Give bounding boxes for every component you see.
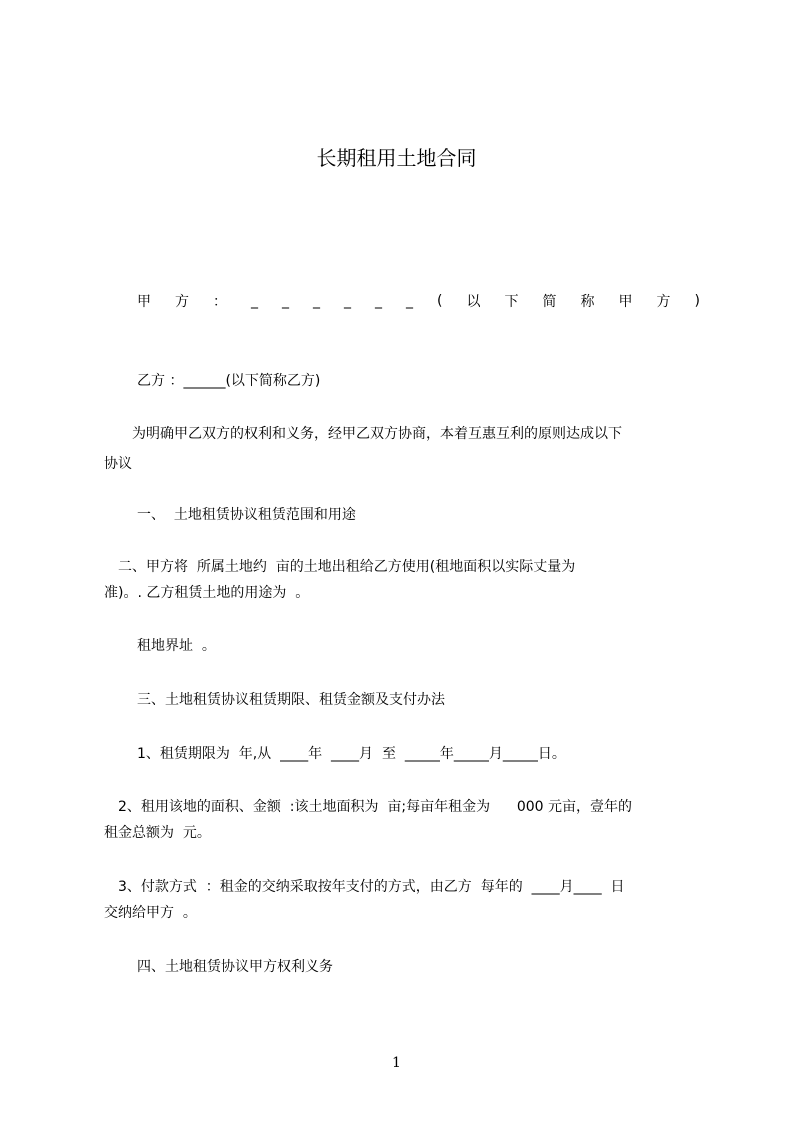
document-title: 长期租用土地合同	[316, 146, 477, 170]
party-a-char: _	[406, 293, 413, 309]
payment-method-line2: 交纳给甲方 。	[104, 905, 197, 921]
party-b-line: 乙方 ：______(以下简称乙方)	[137, 373, 321, 389]
party-a-char: 方	[175, 294, 189, 310]
party-a-char: ：	[213, 294, 227, 310]
party-a-char: _	[375, 293, 382, 309]
party-a-char: (	[437, 293, 443, 309]
party-a-char: 甲	[618, 294, 633, 310]
party-a-char: 以	[466, 294, 481, 310]
section-2-line2: 准)。. 乙方租赁土地的用途为 。	[104, 585, 310, 601]
party-a-char: 甲	[137, 294, 151, 310]
section-3-heading: 三、土地租赁协议租赁期限、租赁金额及支付办法	[137, 692, 445, 708]
party-a-char: 称	[580, 294, 595, 310]
party-a-char: _	[282, 293, 289, 309]
rent-amount-line2: 租金总额为 元。	[104, 825, 211, 841]
party-a-line	[137, 289, 700, 313]
section-2-line1: 二、甲方将 所属土地约 亩的土地出租给乙方使用(租地面积以实际丈量为	[104, 559, 576, 575]
party-a-char: 方	[656, 294, 671, 310]
party-a-char: _	[313, 293, 320, 309]
page-number: 1	[392, 1055, 401, 1071]
intro-paragraph-line1: 为明确甲乙双方的权利和义务，经甲乙双方协商，本着互惠互利的原则达成以下	[104, 426, 622, 442]
party-a-char: _	[344, 293, 351, 309]
party-a-char: 简	[542, 294, 557, 310]
payment-method-line1: 3、付款方式 ：租金的交纳采取按年支付的方式，由乙方 每年的 ____月____ 日	[104, 879, 625, 895]
intro-paragraph-line2: 协议	[104, 456, 132, 472]
section-1-heading: 一、 土地租赁协议租赁范围和用途	[137, 507, 356, 523]
section-4-heading: 四、土地租赁协议甲方权利义务	[137, 959, 333, 975]
party-a-char: _	[251, 293, 258, 309]
rent-amount-line1: 2、租用该地的面积、金额 :该土地面积为 亩;每亩年租金为 000 元亩，壹年的	[104, 799, 633, 815]
boundary-line: 租地界址 。	[137, 638, 216, 654]
party-a-char: 下	[504, 294, 519, 310]
lease-term-line: 1、租赁期限为 年,从 ____年 ____月 至 _____年_____月_____日。	[137, 746, 566, 762]
party-a-char: )	[694, 293, 700, 309]
